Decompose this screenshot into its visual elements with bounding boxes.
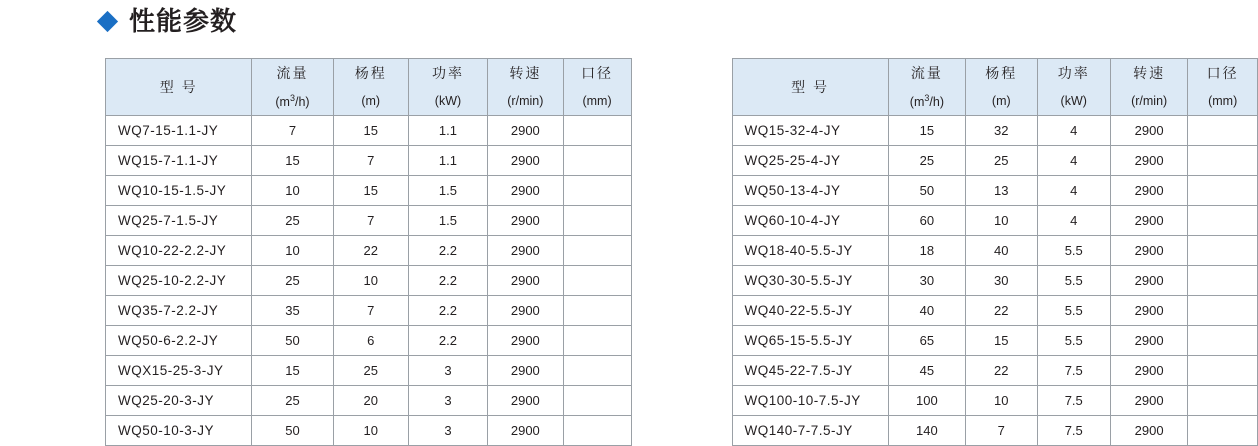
table-row — [732, 146, 1258, 176]
table-body-right — [732, 116, 1258, 446]
cell-power: 4 — [1037, 206, 1110, 236]
cell-speed: 2900 — [488, 266, 564, 296]
cell-speed: 2900 — [1110, 296, 1187, 326]
cell-speed: 2900 — [1110, 206, 1187, 236]
cell-head: 32 — [966, 116, 1038, 146]
cell-model: WQ10-22-2.2-JY — [106, 236, 252, 266]
cell-power: 4 — [1037, 146, 1110, 176]
cell-flow: 35 — [252, 296, 333, 326]
table-row — [732, 176, 1258, 206]
col-header-head: 杨程 — [966, 59, 1038, 88]
cell-speed: 2900 — [1110, 146, 1187, 176]
cell-model: WQ50-13-4-JY — [732, 176, 888, 206]
cell-bore — [1188, 206, 1258, 236]
cell-bore — [563, 356, 631, 386]
cell-power: 2.2 — [408, 236, 487, 266]
cell-bore — [1188, 386, 1258, 416]
diamond-icon — [97, 10, 118, 31]
cell-bore — [1188, 236, 1258, 266]
cell-head: 7 — [333, 206, 408, 236]
cell-speed: 2900 — [488, 236, 564, 266]
col-header-flow: 流量 — [252, 59, 333, 88]
cell-head: 7 — [966, 416, 1038, 446]
cell-model: WQ15-7-1.1-JY — [106, 146, 252, 176]
col-header-head: 杨程 — [333, 59, 408, 88]
table-row — [106, 236, 632, 266]
cell-bore — [563, 296, 631, 326]
col-unit-flow: $(m^3/h)$ — [252, 87, 333, 116]
table-row — [106, 266, 632, 296]
table-row — [732, 386, 1258, 416]
cell-head: 10 — [333, 266, 408, 296]
cell-flow: 10 — [252, 236, 333, 266]
cell-speed: 2900 — [488, 326, 564, 356]
cell-head: 7 — [333, 146, 408, 176]
cell-model: WQX15-25-3-JY — [106, 356, 252, 386]
header-row-top — [106, 59, 632, 88]
table-row — [732, 326, 1258, 356]
cell-speed: 2900 — [1110, 386, 1187, 416]
col-unit-head: (m) — [333, 87, 408, 116]
cell-bore — [563, 416, 631, 446]
cell-power: 1.5 — [408, 206, 487, 236]
table-row — [106, 356, 632, 386]
cell-model: WQ65-15-5.5-JY — [732, 326, 888, 356]
cell-speed: 2900 — [488, 386, 564, 416]
cell-head: 7 — [333, 296, 408, 326]
col-header-model: 型 号 — [106, 59, 252, 116]
cell-flow: 15 — [252, 356, 333, 386]
cell-model: WQ25-10-2.2-JY — [106, 266, 252, 296]
cell-model: WQ40-22-5.5-JY — [732, 296, 888, 326]
col-unit-bore: (mm) — [1188, 87, 1258, 116]
cell-power: 2.2 — [408, 296, 487, 326]
table-header-left — [106, 59, 632, 116]
cell-bore — [1188, 326, 1258, 356]
cell-flow: 25 — [252, 266, 333, 296]
table-header-right — [732, 59, 1258, 116]
cell-speed: 2900 — [488, 116, 564, 146]
cell-power: 3 — [408, 356, 487, 386]
cell-bore — [563, 176, 631, 206]
col-unit-power: (kW) — [408, 87, 487, 116]
cell-head: 30 — [966, 266, 1038, 296]
cell-head: 10 — [966, 206, 1038, 236]
cell-model: WQ60-10-4-JY — [732, 206, 888, 236]
cell-power: 7.5 — [1037, 356, 1110, 386]
col-header-flow: 流量 — [888, 59, 965, 88]
cell-bore — [1188, 356, 1258, 386]
cell-speed: 2900 — [488, 146, 564, 176]
col-header-power: 功率 — [408, 59, 487, 88]
cell-flow: 140 — [888, 416, 965, 446]
cell-head: 6 — [333, 326, 408, 356]
cell-bore — [563, 236, 631, 266]
col-header-bore: 口径 — [1188, 59, 1258, 88]
table-row — [106, 146, 632, 176]
left-table-holder — [105, 58, 632, 446]
table-row — [106, 386, 632, 416]
cell-model: WQ30-30-5.5-JY — [732, 266, 888, 296]
col-unit-speed: (r/min) — [1110, 87, 1187, 116]
table-row — [732, 236, 1258, 266]
cell-speed: 2900 — [1110, 176, 1187, 206]
cell-flow: 60 — [888, 206, 965, 236]
cell-head: 22 — [966, 356, 1038, 386]
cell-power: 4 — [1037, 176, 1110, 206]
col-header-bore: 口径 — [563, 59, 631, 88]
cell-flow: 50 — [888, 176, 965, 206]
cell-bore — [1188, 416, 1258, 446]
cell-bore — [1188, 146, 1258, 176]
cell-bore — [1188, 116, 1258, 146]
cell-bore — [563, 266, 631, 296]
cell-speed: 2900 — [1110, 416, 1187, 446]
cell-power: 5.5 — [1037, 266, 1110, 296]
cell-speed: 2900 — [488, 416, 564, 446]
cell-power: 5.5 — [1037, 236, 1110, 266]
cell-bore — [563, 326, 631, 356]
spec-table-right — [732, 58, 1258, 446]
cell-model: WQ25-20-3-JY — [106, 386, 252, 416]
cell-bore — [563, 116, 631, 146]
cell-model: WQ50-6-2.2-JY — [106, 326, 252, 356]
col-unit-speed: (r/min) — [488, 87, 564, 116]
cell-head: 10 — [333, 416, 408, 446]
col-header-model: 型 号 — [732, 59, 888, 116]
cell-flow: 18 — [888, 236, 965, 266]
col-unit-head: (m) — [966, 87, 1038, 116]
table-row — [106, 176, 632, 206]
cell-model: WQ15-32-4-JY — [732, 116, 888, 146]
spec-tables-container — [0, 58, 1258, 446]
cell-model: WQ35-7-2.2-JY — [106, 296, 252, 326]
col-unit-power: (kW) — [1037, 87, 1110, 116]
cell-flow: 15 — [888, 116, 965, 146]
cell-head: 22 — [966, 296, 1038, 326]
cell-bore — [1188, 296, 1258, 326]
cell-power: 3 — [408, 416, 487, 446]
cell-flow: 30 — [888, 266, 965, 296]
cell-flow: 25 — [252, 386, 333, 416]
cell-power: 4 — [1037, 116, 1110, 146]
cell-model: WQ50-10-3-JY — [106, 416, 252, 446]
table-row — [106, 116, 632, 146]
cell-model: WQ140-7-7.5-JY — [732, 416, 888, 446]
cell-model: WQ25-25-4-JY — [732, 146, 888, 176]
cell-bore — [563, 206, 631, 236]
spec-table-left — [105, 58, 632, 446]
cell-head: 15 — [333, 116, 408, 146]
table-body-left — [106, 116, 632, 446]
table-row — [732, 416, 1258, 446]
page-title: 性能参数 — [129, 8, 237, 34]
col-unit-flow: $(m^3/h)$ — [888, 87, 965, 116]
cell-power: 1.5 — [408, 176, 487, 206]
cell-model: WQ10-15-1.5-JY — [106, 176, 252, 206]
cell-bore — [563, 386, 631, 416]
cell-model: WQ18-40-5.5-JY — [732, 236, 888, 266]
cell-flow: 25 — [888, 146, 965, 176]
cell-head: 10 — [966, 386, 1038, 416]
cell-speed: 2900 — [1110, 116, 1187, 146]
cell-model: WQ7-15-1.1-JY — [106, 116, 252, 146]
table-row — [106, 206, 632, 236]
table-row — [106, 416, 632, 446]
cell-flow: 15 — [252, 146, 333, 176]
cell-power: 5.5 — [1037, 326, 1110, 356]
cell-speed: 2900 — [1110, 326, 1187, 356]
cell-flow: 100 — [888, 386, 965, 416]
cell-head: 25 — [333, 356, 408, 386]
cell-bore — [1188, 176, 1258, 206]
col-header-speed: 转速 — [488, 59, 564, 88]
cell-head: 15 — [333, 176, 408, 206]
cell-head: 40 — [966, 236, 1038, 266]
cell-model: WQ45-22-7.5-JY — [732, 356, 888, 386]
cell-bore — [563, 146, 631, 176]
cell-head: 15 — [966, 326, 1038, 356]
header-row-top — [732, 59, 1258, 88]
table-row — [732, 266, 1258, 296]
table-row — [732, 116, 1258, 146]
cell-speed: 2900 — [488, 206, 564, 236]
table-row — [106, 326, 632, 356]
cell-speed: 2900 — [488, 296, 564, 326]
cell-power: 7.5 — [1037, 416, 1110, 446]
col-unit-bore: (mm) — [563, 87, 631, 116]
cell-model: WQ25-7-1.5-JY — [106, 206, 252, 236]
cell-head: 13 — [966, 176, 1038, 206]
cell-power: 7.5 — [1037, 386, 1110, 416]
cell-flow: 25 — [252, 206, 333, 236]
table-row — [732, 206, 1258, 236]
cell-head: 20 — [333, 386, 408, 416]
table-row — [732, 356, 1258, 386]
cell-speed: 2900 — [488, 176, 564, 206]
cell-head: 22 — [333, 236, 408, 266]
cell-flow: 40 — [888, 296, 965, 326]
cell-speed: 2900 — [1110, 266, 1187, 296]
cell-flow: 65 — [888, 326, 965, 356]
cell-power: 1.1 — [408, 146, 487, 176]
cell-power: 2.2 — [408, 266, 487, 296]
col-header-speed: 转速 — [1110, 59, 1187, 88]
cell-power: 1.1 — [408, 116, 487, 146]
table-row — [732, 296, 1258, 326]
col-header-power: 功率 — [1037, 59, 1110, 88]
cell-flow: 10 — [252, 176, 333, 206]
cell-speed: 2900 — [1110, 356, 1187, 386]
right-table-holder — [732, 58, 1258, 446]
cell-flow: 45 — [888, 356, 965, 386]
table-row — [106, 296, 632, 326]
cell-flow: 50 — [252, 416, 333, 446]
cell-power: 2.2 — [408, 326, 487, 356]
cell-model: WQ100-10-7.5-JY — [732, 386, 888, 416]
cell-flow: 7 — [252, 116, 333, 146]
cell-power: 5.5 — [1037, 296, 1110, 326]
cell-flow: 50 — [252, 326, 333, 356]
cell-speed: 2900 — [1110, 236, 1187, 266]
cell-speed: 2900 — [488, 356, 564, 386]
cell-bore — [1188, 266, 1258, 296]
cell-power: 3 — [408, 386, 487, 416]
section-heading — [100, 8, 237, 34]
cell-head: 25 — [966, 146, 1038, 176]
